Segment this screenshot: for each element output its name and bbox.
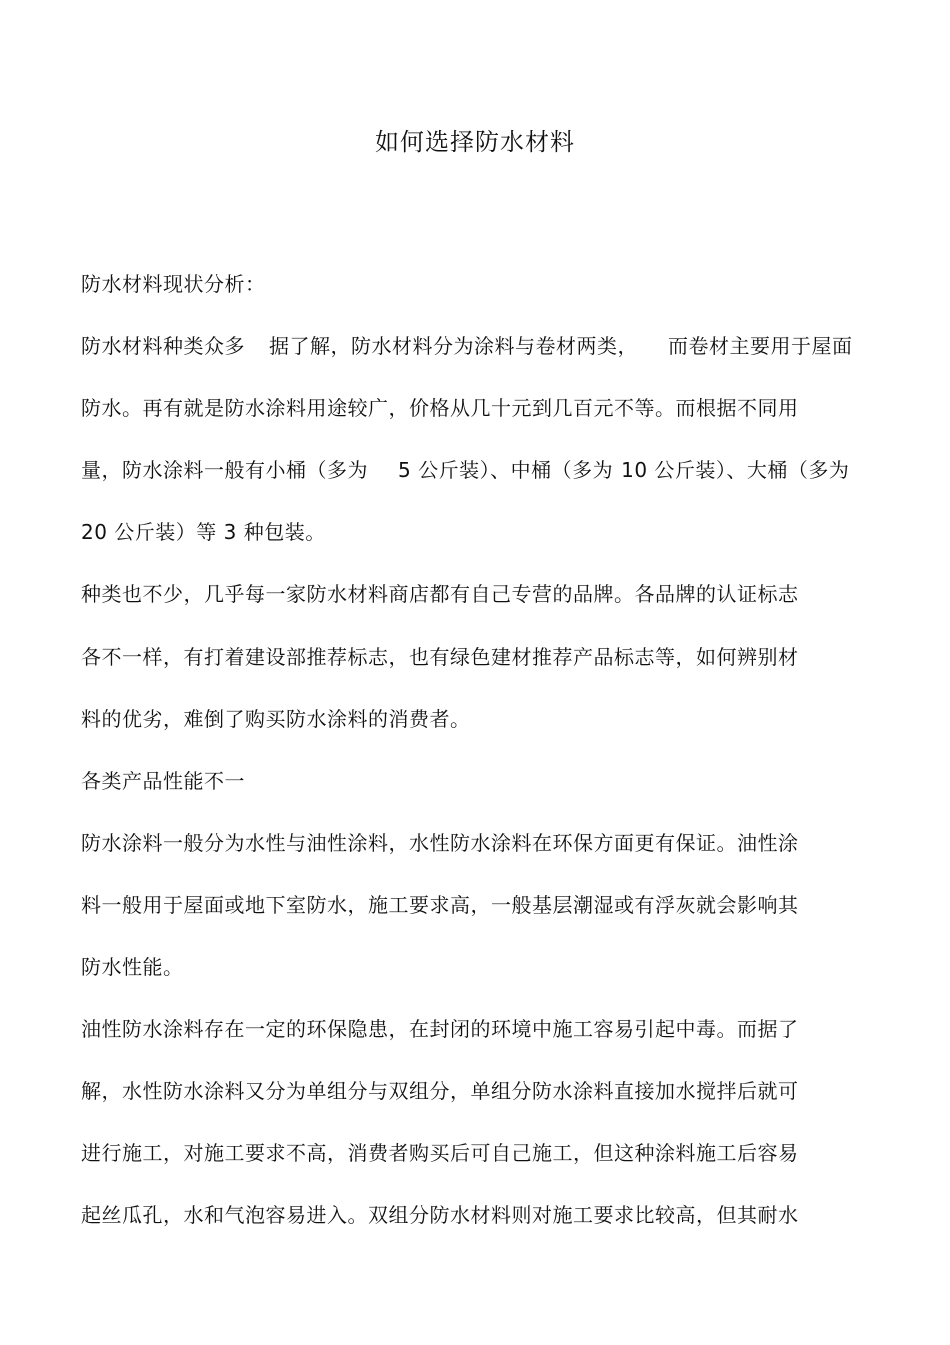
- paragraph-line: 种类也不少，几乎每一家防水材料商店都有自己专营的品牌。各品牌的认证标志: [81, 582, 799, 606]
- paragraph-line: 防水。再有就是防水涂料用途较广，价格从几十元到几百元不等。而根据不同用: [81, 396, 799, 420]
- paragraph-line: 油性防水涂料存在一定的环保隐患，在封闭的环境中施工容易引起中毒。而据了: [81, 1017, 799, 1041]
- document-title: 如何选择防水材料: [375, 128, 575, 156]
- text-segment: 量，防水涂料一般有小桶（多为: [81, 458, 368, 482]
- text-segment: 据了解，防水材料分为涂料与卷材两类，: [269, 334, 638, 358]
- paragraph-line: 进行施工，对施工要求不高，消费者购买后可自己施工，但这种涂料施工后容易: [81, 1141, 799, 1165]
- paragraph-line: 防水涂料一般分为水性与油性涂料，水性防水涂料在环保方面更有保证。油性涂: [81, 831, 799, 855]
- section-heading: 各类产品性能不一: [81, 769, 245, 793]
- paragraph-line: 20 公斤装）等 3 种包装。: [81, 520, 326, 544]
- paragraph-line: 起丝瓜孔，水和气泡容易进入。双组分防水材料则对施工要求比较高，但其耐水: [81, 1203, 799, 1227]
- paragraph-line: 防水性能。: [81, 955, 184, 979]
- text-segment: 防水材料种类众多: [81, 334, 245, 358]
- paragraph-line: [81, 332, 853, 360]
- text-segment: 而卷材主要用于屋面: [668, 334, 853, 358]
- paragraph-line: 各不一样，有打着建设部推荐标志，也有绿色建材推荐产品标志等，如何辨别材: [81, 645, 799, 669]
- paragraph-line: 料的优劣，难倒了购买防水涂料的消费者。: [81, 707, 471, 731]
- paragraph-line: 料一般用于屋面或地下室防水，施工要求高，一般基层潮湿或有浮灰就会影响其: [81, 893, 799, 917]
- paragraph-line: 解，水性防水涂料又分为单组分与双组分，单组分防水涂料直接加水搅拌后就可: [81, 1079, 799, 1103]
- text-segment: 10 公斤装）、大桶（多为: [621, 458, 850, 482]
- paragraph-line: [81, 456, 849, 484]
- section-heading: 防水材料现状分析：: [81, 272, 266, 296]
- text-segment: 5 公斤装）、中桶（多为: [398, 458, 614, 482]
